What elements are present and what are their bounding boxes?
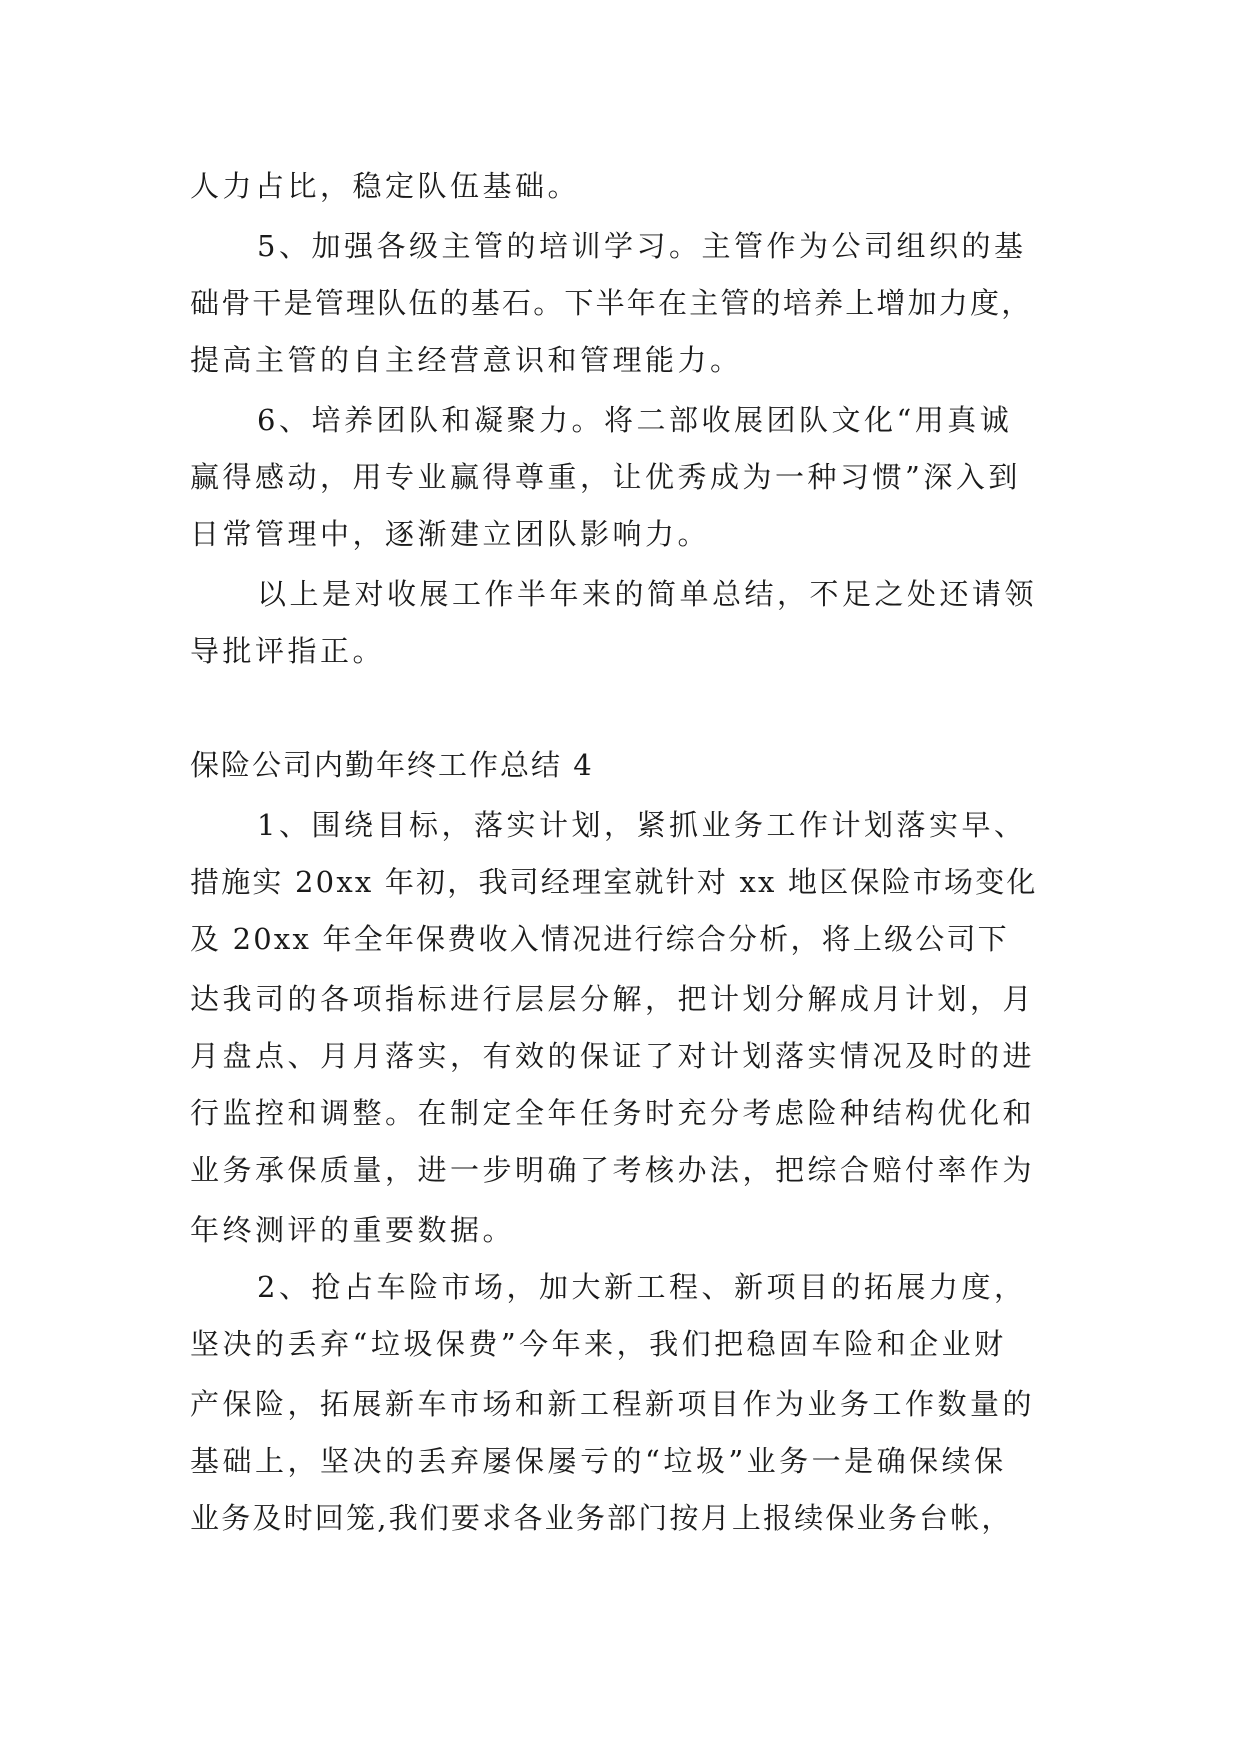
paragraph-line: 赢得感动，用专业赢得尊重，让优秀成为一种习惯”深入到: [190, 460, 1021, 494]
paragraph-line: 年终测评的重要数据。: [190, 1213, 516, 1247]
paragraph-line: 5、加强各级主管的培训学习。主管作为公司组织的基: [257, 229, 1027, 263]
paragraph-line: 坚决的丢弃“垃圾保费”今年来，我们把稳固车险和企业财: [190, 1327, 1007, 1361]
paragraph-line: 及 20xx 年全年保费收入情况进行综合分析，将上级公司下: [190, 922, 1009, 956]
paragraph-line: 月盘点、月月落实，有效的保证了对计划落实情况及时的进: [190, 1039, 1036, 1073]
paragraph-line: 日常管理中，逐渐建立团队影响力。: [190, 517, 711, 551]
paragraph-line: 人力占比，稳定队伍基础。: [190, 169, 581, 203]
paragraph-line: 2、抢占车险市场，加大新工程、新项目的拓展力度，: [257, 1270, 1027, 1304]
paragraph-line: 业务及时回笼,我们要求各业务部门按月上报续保业务台帐，: [190, 1501, 1013, 1535]
paragraph-line: 6、培养团队和凝聚力。将二部收展团队文化“用真诚: [257, 403, 1013, 437]
paragraph-line: 提高主管的自主经营意识和管理能力。: [190, 343, 743, 377]
paragraph-line: 产保险，拓展新车市场和新工程新项目作为业务工作数量的: [190, 1387, 1036, 1421]
paragraph-line: 行监控和调整。在制定全年任务时充分考虑险种结构优化和: [190, 1096, 1036, 1130]
paragraph-line: 业务承保质量，进一步明确了考核办法，把综合赔付率作为: [190, 1153, 1036, 1187]
paragraph-line: 达我司的各项指标进行层层分解，把计划分解成月计划，月: [190, 982, 1036, 1016]
paragraph-line: 1、围绕目标，落实计划，紧抓业务工作计划落实早、: [257, 808, 1027, 842]
paragraph-line: 础骨干是管理队伍的基石。下半年在主管的培养上增加力度，: [190, 286, 1033, 320]
paragraph-line: 导批评指正。: [190, 634, 386, 668]
paragraph-line: 以上是对收展工作半年来的简单总结，不足之处还请领: [257, 577, 1038, 611]
section-heading: 保险公司内勤年终工作总结 4: [190, 748, 594, 782]
paragraph-line: 措施实 20xx 年初，我司经理室就针对 xx 地区保险市场变化: [190, 865, 1038, 899]
paragraph-line: 基础上，坚决的丢弃屡保屡亏的“垃圾”业务一是确保续保: [190, 1444, 1007, 1478]
